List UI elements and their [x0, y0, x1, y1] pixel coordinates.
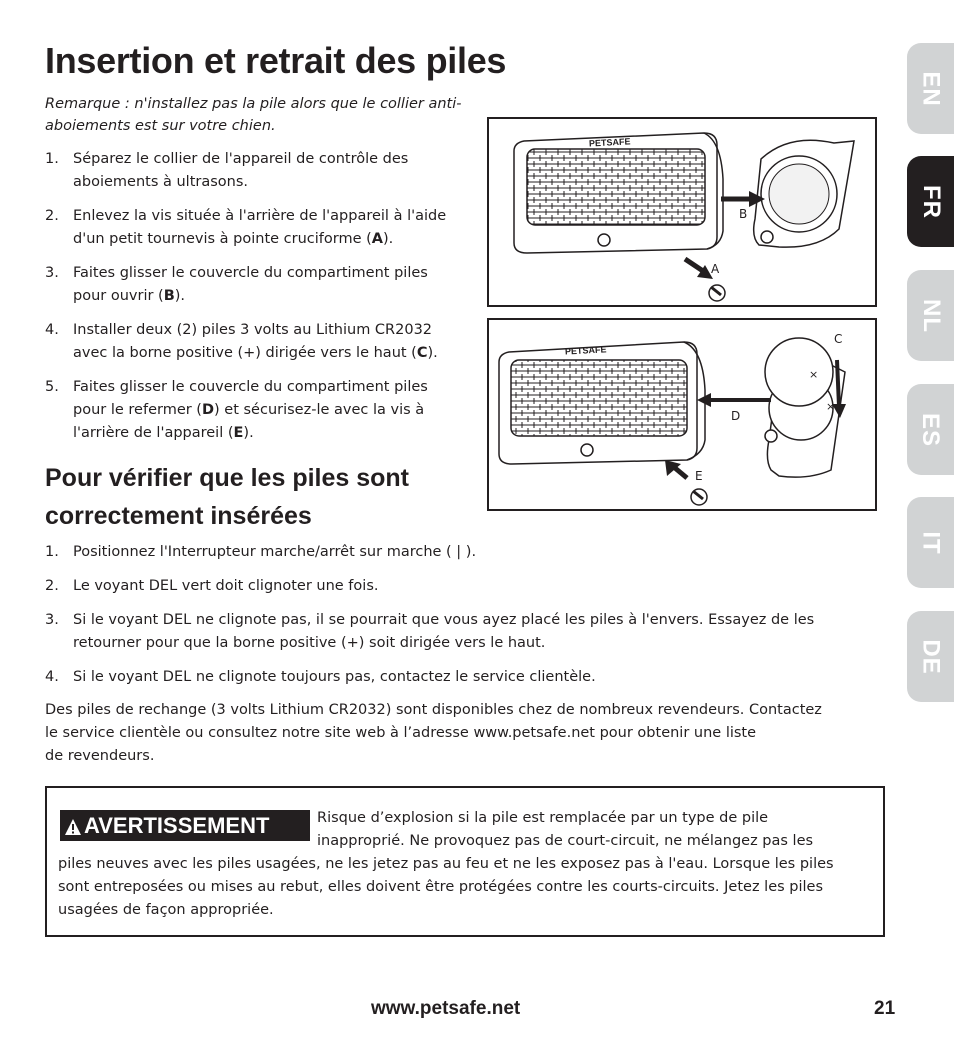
- list-item-text: Positionnez l'Interrupteur marche/arrêt sur marche ( | ).: [73, 544, 477, 560]
- brand-text: PETSAFE: [564, 344, 607, 357]
- tab-de[interactable]: [907, 611, 954, 702]
- list-item-text: Enlevez la vis située à l'arrière de l'appareil à l'aide d'un petit tournevis à pointe cruciforme (: [73, 208, 447, 247]
- insertion-steps-list: [45, 148, 465, 456]
- step-reference-letter: D: [201, 402, 215, 418]
- note-text: Remarque : n'installez pas la pile alors que le collier anti-aboiements est sur votre chien.: [45, 96, 462, 134]
- bark-control-device: [499, 342, 705, 464]
- list-item: [45, 666, 875, 689]
- page-number: 21: [874, 998, 896, 1019]
- tab-es[interactable]: [907, 384, 954, 475]
- footer-url[interactable]: www.petsafe.net: [371, 998, 521, 1019]
- list-item: [45, 609, 875, 655]
- list-item-number: 2.: [45, 578, 59, 594]
- warning-label-text: AVERTISSEMENT: [84, 813, 270, 838]
- step-reference-letter: E: [233, 425, 244, 441]
- step-reference-letter: A: [371, 231, 384, 247]
- screw-icon: [691, 489, 707, 505]
- list-item-number: 5.: [45, 379, 59, 395]
- list-item-number: 1.: [45, 151, 59, 167]
- label-d: D: [731, 409, 741, 423]
- section-subtitle: Pour vérifier que les piles sont correctement insérées: [45, 464, 410, 530]
- check-steps-list: [45, 541, 875, 700]
- tab-label: IT: [917, 530, 945, 555]
- list-item-text: ) et sécurisez-le avec la vis à l'arrière de l'appareil (: [73, 402, 425, 441]
- list-item-text: Installer deux (2) piles 3 volts au Lithium CR2032 avec la borne positive (+) dirigée vers le haut (: [73, 322, 433, 361]
- warning-icon: [64, 818, 82, 836]
- label-c: C: [834, 332, 843, 346]
- replacement-line: de revendeurs.: [45, 748, 155, 764]
- list-item-number: 2.: [45, 208, 59, 224]
- list-item-text: Séparez le collier de l'appareil de contrôle des aboiements à ultrasons.: [73, 151, 409, 190]
- warning-label: [60, 810, 310, 841]
- arrow-icon: [685, 259, 713, 279]
- list-item: [45, 376, 465, 445]
- tab-nl[interactable]: [907, 270, 954, 361]
- battery-cover: [754, 140, 854, 247]
- list-item-number: 4.: [45, 322, 59, 338]
- list-item: [45, 262, 465, 308]
- warning-line: piles neuves avec les piles usagées, ne les jetez pas au feu et ne les exposez pas à l'eau. Lorsque les piles: [58, 856, 834, 872]
- replacement-paragraph: [45, 699, 885, 768]
- screw-icon: [709, 285, 725, 301]
- list-item-text: ).: [174, 288, 186, 304]
- list-item-text: ).: [427, 345, 438, 361]
- tab-label: NL: [917, 298, 945, 333]
- label-b: B: [739, 207, 748, 221]
- tab-it[interactable]: [907, 497, 954, 588]
- arrow-icon: [665, 460, 687, 478]
- bark-control-device: [514, 133, 723, 253]
- list-item-text: Si le voyant DEL ne clignote toujours pas, contactez le service clientèle.: [73, 669, 596, 685]
- arrow-icon: [697, 393, 771, 407]
- brand-text: PETSAFE: [588, 136, 631, 149]
- list-item-number: 3.: [45, 265, 59, 281]
- step-reference-letter: C: [416, 345, 428, 361]
- list-item-number: 3.: [45, 612, 59, 628]
- list-item-number: 4.: [45, 669, 59, 685]
- battery-coin: [765, 338, 833, 406]
- tab-label: FR: [917, 184, 945, 219]
- list-item: [45, 319, 465, 365]
- tab-en[interactable]: [907, 43, 954, 134]
- list-item-number: 1.: [45, 544, 59, 560]
- list-item-text: Le voyant DEL vert doit clignoter une fois.: [73, 578, 379, 594]
- replacement-line: Des piles de rechange (3 volts Lithium CR2032) sont disponibles chez de nombreux revendeurs. Contactez: [45, 702, 822, 718]
- step-reference-letter: B: [163, 288, 175, 304]
- battery-compartment-open-figure: [487, 117, 877, 307]
- warning-line: sont entreposées ou mises au rebut, elles doivent être protégées contre les courts-circuits. Jetez les piles: [58, 879, 824, 895]
- list-item: [45, 148, 465, 194]
- tab-fr[interactable]: [907, 156, 954, 247]
- list-item: [45, 541, 875, 564]
- warning-line: usagées de façon appropriée.: [58, 902, 274, 918]
- battery-insertion-figure: [487, 318, 877, 511]
- replacement-line: le service clientèle ou consultez notre site web à l’adresse www.petsafe.net pour obtenir une liste: [45, 725, 757, 741]
- list-item-text: Si le voyant DEL ne clignote pas, il se pourrait que vous ayez placé les piles à l'envers. Essayez de les retourner pour que la borne positive (+) soit dirigée vers le haut.: [73, 612, 815, 651]
- list-item: [45, 575, 875, 598]
- warning-box: [45, 786, 885, 937]
- warning-line: inapproprié. Ne provoquez pas de court-circuit, ne mélangez pas les: [317, 833, 814, 849]
- svg-text:×: ×: [809, 368, 819, 381]
- tab-label: ES: [917, 412, 945, 447]
- list-item: [45, 205, 465, 251]
- tab-label: DE: [917, 638, 945, 675]
- list-item-text: Faites glisser le couvercle du compartiment piles pour le refermer (: [73, 379, 428, 418]
- svg-text:×: ×: [826, 400, 836, 413]
- label-a: A: [711, 262, 720, 276]
- list-item-text: Faites glisser le couvercle du compartiment piles pour ouvrir (: [73, 265, 428, 304]
- label-e: E: [695, 469, 703, 483]
- warning-line: Risque d’explosion si la pile est remplacée par un type de pile: [317, 810, 769, 826]
- tab-label: EN: [917, 70, 945, 107]
- list-item-text: ).: [383, 231, 394, 247]
- list-item-text: ).: [243, 425, 254, 441]
- page-title: Insertion et retrait des piles: [45, 40, 507, 81]
